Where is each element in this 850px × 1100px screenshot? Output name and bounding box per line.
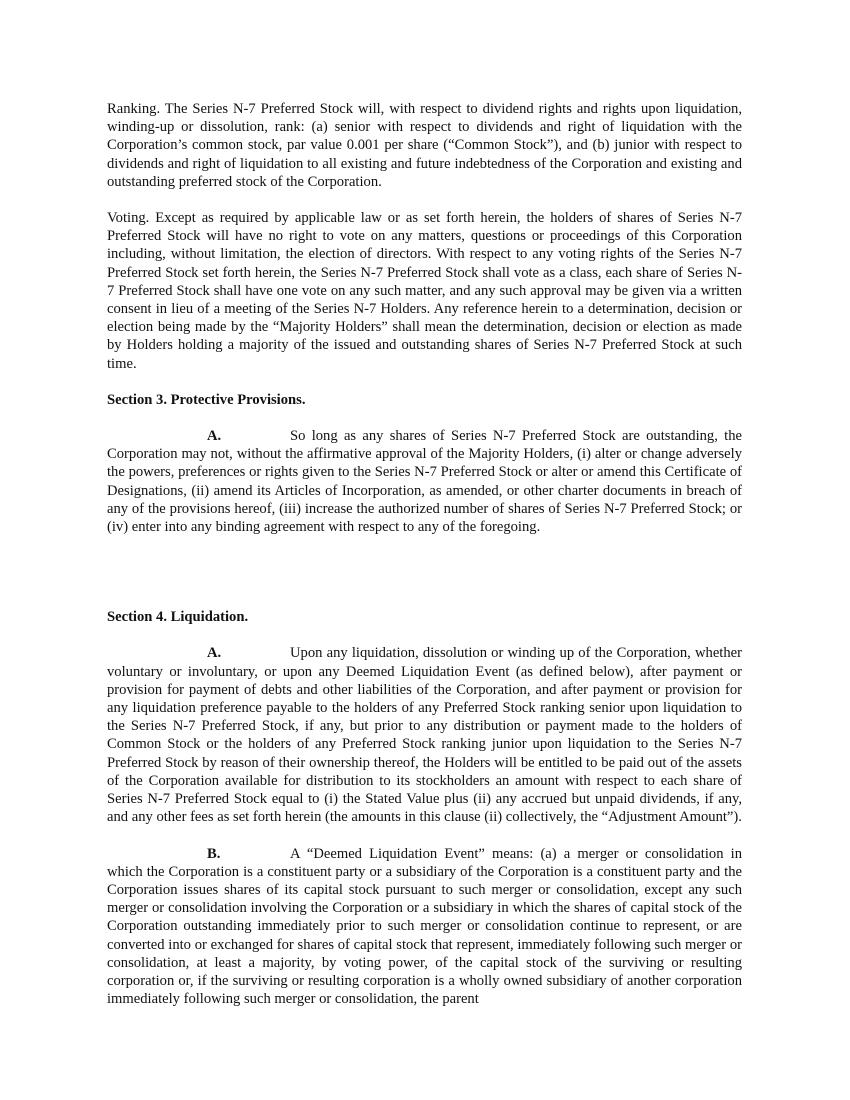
- section-4-b-paragraph: [107, 845, 742, 1009]
- blank-space: [107, 554, 742, 608]
- section-3-a-paragraph: [107, 427, 742, 536]
- section-3-heading: Section 3. Protective Provisions.: [107, 391, 306, 408]
- section-4-heading: Section 4. Liquidation.: [107, 609, 249, 626]
- section-3-a-label: A.: [207, 428, 222, 445]
- section-4-a-text: Upon any liquidation, dissolution or winding up of the Corporation, whether voluntary or involuntary, or upon any Deemed Liquidation Event (as defined below), after payment or provision for payment of debts and other liabilities of the Corporation, and after payment or provision for any liquidation preference payable to the holders of any Preferred Stock ranking senior upon liquidation to the Series N-7 Preferred Stock, if any, but prior to any distribution or payment made to the holders of Common Stock or the holders of any Preferred Stock ranking junior upon liquidation to the Series N-7 Preferred Stock by reason of their ownership thereof, the Holders will be entitled to be paid out of the assets of the Corporation available for distribution to its stockholders an amount with respect to each share of Series N-7 Preferred Stock equal to (i) the Stated Value plus (ii) any accrued but unpaid dividends, if any, and any other fees as set forth herein (the amounts in this clause (ii) collectively, the “Adjustment Amount”).: [107, 645, 742, 826]
- section-4-a-label: A.: [207, 645, 222, 662]
- ranking-paragraph: Ranking. The Series N-7 Preferred Stock will, with respect to dividend rights and rights upon liquidation, winding-up or dissolution, rank: (a) senior with respect to dividends and right of liquidation with the Corporation’s common stock, par value 0.001 per share (“Common Stock”), and (b) junior with respect to dividends and right of liquidation to all existing and future indebtedness of the Corporation and existing and outstanding preferred stock of the Corporation.: [107, 101, 742, 190]
- section-4-b-text: A “Deemed Liquidation Event” means: (a) a merger or consolidation in which the Corporation is a constituent party or a subsidiary of the Corporation is a constituent party and the Corporation issues shares of its capital stock pursuant to such merger or consolidation, except any such merger or consolidation involving the Corporation or a subsidiary in which the shares of capital stock of the Corporation outstanding immediately prior to such merger or consolidation continue to represent, or are converted into or exchanged for shares of capital stock that represent, immediately following such merger or consolidation, at least a majority, by voting power, of the capital stock of the surviving or resulting corporation or, if the surviving or resulting corporation is a wholly owned subsidiary of another corporation immediately following such merger or consolidation, the parent: [107, 845, 742, 1008]
- section-3-a-text: So long as any shares of Series N-7 Preferred Stock are outstanding, the Corporation may not, without the affirmative approval of the Majority Holders, (i) alter or change adversely the powers, preferences or rights given to the Series N-7 Preferred Stock or alter or amend this Certificate of Designations, (ii) amend its Articles of Incorporation, as amended, or other charter documents in breach of any of the provisions hereof, (iii) increase the authorized number of shares of Series N-7 Preferred Stock; or (iv) enter into any binding agreement with respect to any of the foregoing.: [107, 428, 742, 536]
- voting-paragraph: Voting. Except as required by applicable law or as set forth herein, the holders of shares of Series N-7 Preferred Stock will have no right to vote on any matters, questions or proceedings of this Corporation including, without limitation, the election of directors. With respect to any voting rights of the Series N-7 Preferred Stock set forth herein, the Series N-7 Preferred Stock shall vote as a class, each share of Series N-7 Preferred Stock shall have one vote on any such matter, and any such approval may be given via a written consent in lieu of a meeting of the Series N-7 Holders. Any reference herein to a determination, decision or election being made by the “Majority Holders” shall mean the determination, decision or election as made by Holders holding a majority of the issued and outstanding shares of Series N-7 Preferred Stock at such time.: [107, 210, 742, 372]
- section-4-b-label: B.: [207, 845, 221, 862]
- section-4-a-paragraph: [107, 644, 742, 826]
